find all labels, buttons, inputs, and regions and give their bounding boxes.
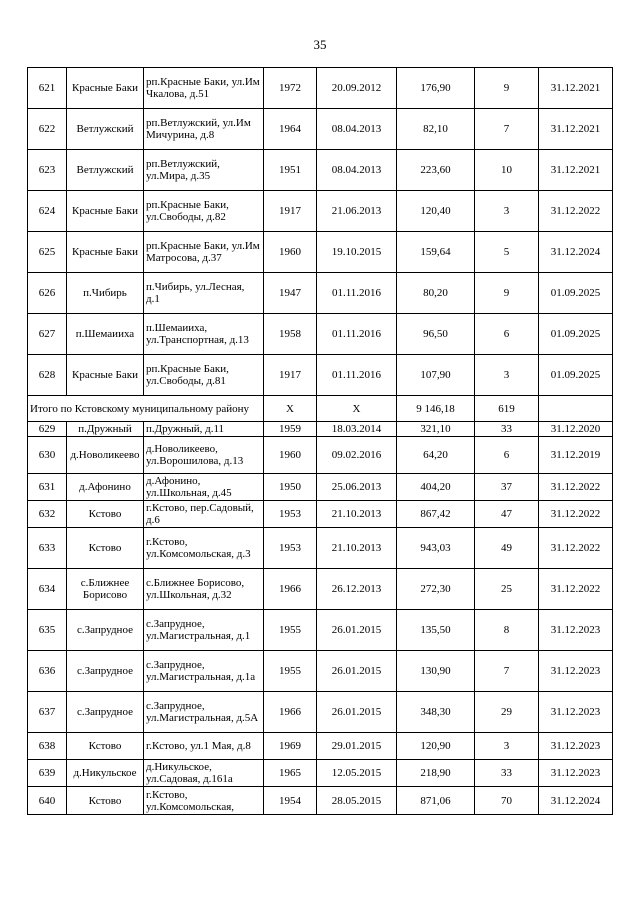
residents-count-cell: 47 xyxy=(475,501,539,528)
table-row xyxy=(28,651,613,692)
year-built-cell: 1953 xyxy=(264,528,317,569)
deadline-cell: 31.12.2020 xyxy=(539,422,613,437)
deadline-cell: 31.12.2021 xyxy=(539,150,613,191)
address-cell: рп.Красные Баки, ул.Им Матросова, д.37 xyxy=(144,232,264,273)
table-row xyxy=(28,692,613,733)
total-year-cell: Х xyxy=(264,396,317,422)
row-number-cell: 624 xyxy=(28,191,67,232)
date-cell: 01.11.2016 xyxy=(317,314,397,355)
table-row xyxy=(28,150,613,191)
area-cell: 80,20 xyxy=(397,273,475,314)
date-cell: 26.01.2015 xyxy=(317,610,397,651)
date-cell: 01.11.2016 xyxy=(317,355,397,396)
deadline-cell: 31.12.2023 xyxy=(539,651,613,692)
year-built-cell: 1953 xyxy=(264,501,317,528)
deadline-cell: 01.09.2025 xyxy=(539,314,613,355)
table-row xyxy=(28,528,613,569)
residents-count-cell: 9 xyxy=(475,273,539,314)
area-cell: 218,90 xyxy=(397,760,475,787)
table-row xyxy=(28,501,613,528)
locality-cell: д.Никульское xyxy=(67,760,144,787)
address-cell: рп.Красные Баки, ул.Свободы, д.81 xyxy=(144,355,264,396)
locality-cell: п.Дружный xyxy=(67,422,144,437)
area-cell: 321,10 xyxy=(397,422,475,437)
address-cell: п.Чибирь, ул.Лесная, д.1 xyxy=(144,273,264,314)
row-number-cell: 636 xyxy=(28,651,67,692)
row-number-cell: 622 xyxy=(28,109,67,150)
year-built-cell: 1955 xyxy=(264,651,317,692)
address-cell: с.Запрудное, ул.Магистральная, д.1а xyxy=(144,651,264,692)
locality-cell: д.Афонино xyxy=(67,474,144,501)
locality-cell: д.Новоликеево xyxy=(67,437,144,474)
date-cell: 19.10.2015 xyxy=(317,232,397,273)
table-row xyxy=(28,569,613,610)
address-cell: рп.Красные Баки, ул.Свободы, д.82 xyxy=(144,191,264,232)
locality-cell: с.Запрудное xyxy=(67,651,144,692)
area-cell: 135,50 xyxy=(397,610,475,651)
date-cell: 25.06.2013 xyxy=(317,474,397,501)
residents-count-cell: 3 xyxy=(475,191,539,232)
year-built-cell: 1972 xyxy=(264,68,317,109)
area-cell: 871,06 xyxy=(397,787,475,815)
year-built-cell: 1966 xyxy=(264,569,317,610)
residents-count-cell: 29 xyxy=(475,692,539,733)
address-cell: г.Кстово, пер.Садовый, д.6 xyxy=(144,501,264,528)
date-cell: 09.02.2016 xyxy=(317,437,397,474)
residents-count-cell: 7 xyxy=(475,651,539,692)
residents-count-cell: 7 xyxy=(475,109,539,150)
year-built-cell: 1966 xyxy=(264,692,317,733)
row-number-cell: 621 xyxy=(28,68,67,109)
total-count-cell: 619 xyxy=(475,396,539,422)
year-built-cell: 1917 xyxy=(264,191,317,232)
year-built-cell: 1958 xyxy=(264,314,317,355)
area-cell: 82,10 xyxy=(397,109,475,150)
date-cell: 01.11.2016 xyxy=(317,273,397,314)
table-section-b xyxy=(28,422,613,815)
area-cell: 404,20 xyxy=(397,474,475,501)
page-number: 35 xyxy=(313,37,327,52)
address-cell: с.Ближнее Борисово, ул.Школьная, д.32 xyxy=(144,569,264,610)
row-number-cell: 626 xyxy=(28,273,67,314)
year-built-cell: 1950 xyxy=(264,474,317,501)
locality-cell: Красные Баки xyxy=(67,68,144,109)
row-number-cell: 631 xyxy=(28,474,67,501)
locality-cell: с.Ближнее Борисово xyxy=(67,569,144,610)
area-cell: 223,60 xyxy=(397,150,475,191)
date-cell: 18.03.2014 xyxy=(317,422,397,437)
residents-count-cell: 5 xyxy=(475,232,539,273)
residents-count-cell: 37 xyxy=(475,474,539,501)
year-built-cell: 1954 xyxy=(264,787,317,815)
date-cell: 21.06.2013 xyxy=(317,191,397,232)
area-cell: 943,03 xyxy=(397,528,475,569)
deadline-cell: 31.12.2021 xyxy=(539,68,613,109)
housing-register-table xyxy=(27,67,613,815)
deadline-cell: 01.09.2025 xyxy=(539,273,613,314)
residents-count-cell: 33 xyxy=(475,760,539,787)
locality-cell: Красные Баки xyxy=(67,191,144,232)
deadline-cell: 31.12.2021 xyxy=(539,109,613,150)
address-cell: п.Шемаииха, ул.Транспортная, д.13 xyxy=(144,314,264,355)
total-deadline-cell xyxy=(539,396,613,422)
residents-count-cell: 49 xyxy=(475,528,539,569)
row-number-cell: 625 xyxy=(28,232,67,273)
deadline-cell: 31.12.2023 xyxy=(539,692,613,733)
locality-cell: Красные Баки xyxy=(67,232,144,273)
row-number-cell: 623 xyxy=(28,150,67,191)
deadline-cell: 31.12.2019 xyxy=(539,437,613,474)
residents-count-cell: 9 xyxy=(475,68,539,109)
total-date-cell: Х xyxy=(317,396,397,422)
year-built-cell: 1955 xyxy=(264,610,317,651)
residents-count-cell: 6 xyxy=(475,437,539,474)
total-area-cell: 9 146,18 xyxy=(397,396,475,422)
table-row xyxy=(28,68,613,109)
date-cell: 26.01.2015 xyxy=(317,651,397,692)
residents-count-cell: 33 xyxy=(475,422,539,437)
table-row xyxy=(28,314,613,355)
locality-cell: п.Шемаииха xyxy=(67,314,144,355)
area-cell: 120,40 xyxy=(397,191,475,232)
residents-count-cell: 70 xyxy=(475,787,539,815)
table-row xyxy=(28,610,613,651)
locality-cell: Кстово xyxy=(67,733,144,760)
address-cell: д.Афонино, ул.Школьная, д.45 xyxy=(144,474,264,501)
table-row xyxy=(28,355,613,396)
table-section-total xyxy=(28,396,613,422)
address-cell: п.Дружный, д.11 xyxy=(144,422,264,437)
locality-cell: Ветлужский xyxy=(67,150,144,191)
year-built-cell: 1947 xyxy=(264,273,317,314)
date-cell: 26.01.2015 xyxy=(317,692,397,733)
locality-cell: Кстово xyxy=(67,501,144,528)
residents-count-cell: 8 xyxy=(475,610,539,651)
row-number-cell: 630 xyxy=(28,437,67,474)
address-cell: г.Кстово, ул.Комсомольская, xyxy=(144,787,264,815)
deadline-cell: 31.12.2022 xyxy=(539,474,613,501)
area-cell: 96,50 xyxy=(397,314,475,355)
area-cell: 159,64 xyxy=(397,232,475,273)
date-cell: 12.05.2015 xyxy=(317,760,397,787)
locality-cell: Кстово xyxy=(67,787,144,815)
row-number-cell: 639 xyxy=(28,760,67,787)
deadline-cell: 31.12.2024 xyxy=(539,232,613,273)
date-cell: 08.04.2013 xyxy=(317,150,397,191)
year-built-cell: 1964 xyxy=(264,109,317,150)
residents-count-cell: 25 xyxy=(475,569,539,610)
area-cell: 120,90 xyxy=(397,733,475,760)
deadline-cell: 31.12.2022 xyxy=(539,569,613,610)
deadline-cell: 31.12.2022 xyxy=(539,528,613,569)
address-cell: рп.Ветлужский, ул.Им Мичурина, д.8 xyxy=(144,109,264,150)
deadline-cell: 31.12.2024 xyxy=(539,787,613,815)
table-row xyxy=(28,474,613,501)
year-built-cell: 1960 xyxy=(264,437,317,474)
year-built-cell: 1960 xyxy=(264,232,317,273)
row-number-cell: 640 xyxy=(28,787,67,815)
area-cell: 272,30 xyxy=(397,569,475,610)
row-number-cell: 635 xyxy=(28,610,67,651)
address-cell: рп.Ветлужский, ул.Мира, д.35 xyxy=(144,150,264,191)
date-cell: 26.12.2013 xyxy=(317,569,397,610)
year-built-cell: 1969 xyxy=(264,733,317,760)
locality-cell: Ветлужский xyxy=(67,109,144,150)
residents-count-cell: 6 xyxy=(475,314,539,355)
residents-count-cell: 10 xyxy=(475,150,539,191)
date-cell: 28.05.2015 xyxy=(317,787,397,815)
area-cell: 130,90 xyxy=(397,651,475,692)
deadline-cell: 31.12.2023 xyxy=(539,733,613,760)
table-row xyxy=(28,733,613,760)
address-cell: г.Кстово, ул.Комсомольская, д.3 xyxy=(144,528,264,569)
table-row xyxy=(28,437,613,474)
row-number-cell: 628 xyxy=(28,355,67,396)
locality-cell: с.Запрудное xyxy=(67,692,144,733)
address-cell: с.Запрудное, ул.Магистральная, д.5А xyxy=(144,692,264,733)
address-cell: д.Никульское, ул.Садовая, д.161а xyxy=(144,760,264,787)
row-number-cell: 629 xyxy=(28,422,67,437)
deadline-cell: 31.12.2022 xyxy=(539,191,613,232)
table-row xyxy=(28,191,613,232)
year-built-cell: 1951 xyxy=(264,150,317,191)
row-number-cell: 632 xyxy=(28,501,67,528)
area-cell: 867,42 xyxy=(397,501,475,528)
locality-cell: п.Чибирь xyxy=(67,273,144,314)
row-number-cell: 627 xyxy=(28,314,67,355)
table-row xyxy=(28,109,613,150)
date-cell: 21.10.2013 xyxy=(317,501,397,528)
locality-cell: с.Запрудное xyxy=(67,610,144,651)
residents-count-cell: 3 xyxy=(475,355,539,396)
residents-count-cell: 3 xyxy=(475,733,539,760)
address-cell: рп.Красные Баки, ул.Им Чкалова, д.51 xyxy=(144,68,264,109)
date-cell: 29.01.2015 xyxy=(317,733,397,760)
table-row xyxy=(28,232,613,273)
total-label: Итого по Кстовскому муниципальному району xyxy=(28,396,264,422)
address-cell: с.Запрудное, ул.Магистральная, д.1 xyxy=(144,610,264,651)
row-number-cell: 637 xyxy=(28,692,67,733)
area-cell: 64,20 xyxy=(397,437,475,474)
table-row xyxy=(28,422,613,437)
locality-cell: Красные Баки xyxy=(67,355,144,396)
row-number-cell: 638 xyxy=(28,733,67,760)
date-cell: 20.09.2012 xyxy=(317,68,397,109)
deadline-cell: 31.12.2023 xyxy=(539,760,613,787)
table-section-a xyxy=(28,68,613,396)
deadline-cell: 01.09.2025 xyxy=(539,355,613,396)
area-cell: 176,90 xyxy=(397,68,475,109)
row-number-cell: 633 xyxy=(28,528,67,569)
deadline-cell: 31.12.2022 xyxy=(539,501,613,528)
address-cell: г.Кстово, ул.1 Мая, д.8 xyxy=(144,733,264,760)
table-row xyxy=(28,760,613,787)
year-built-cell: 1965 xyxy=(264,760,317,787)
row-number-cell: 634 xyxy=(28,569,67,610)
area-cell: 107,90 xyxy=(397,355,475,396)
date-cell: 08.04.2013 xyxy=(317,109,397,150)
area-cell: 348,30 xyxy=(397,692,475,733)
table-row xyxy=(28,787,613,815)
locality-cell: Кстово xyxy=(67,528,144,569)
deadline-cell: 31.12.2023 xyxy=(539,610,613,651)
year-built-cell: 1917 xyxy=(264,355,317,396)
year-built-cell: 1959 xyxy=(264,422,317,437)
date-cell: 21.10.2013 xyxy=(317,528,397,569)
total-row xyxy=(28,396,613,422)
table-row xyxy=(28,273,613,314)
address-cell: д.Новоликеево, ул.Ворошилова, д.13 xyxy=(144,437,264,474)
